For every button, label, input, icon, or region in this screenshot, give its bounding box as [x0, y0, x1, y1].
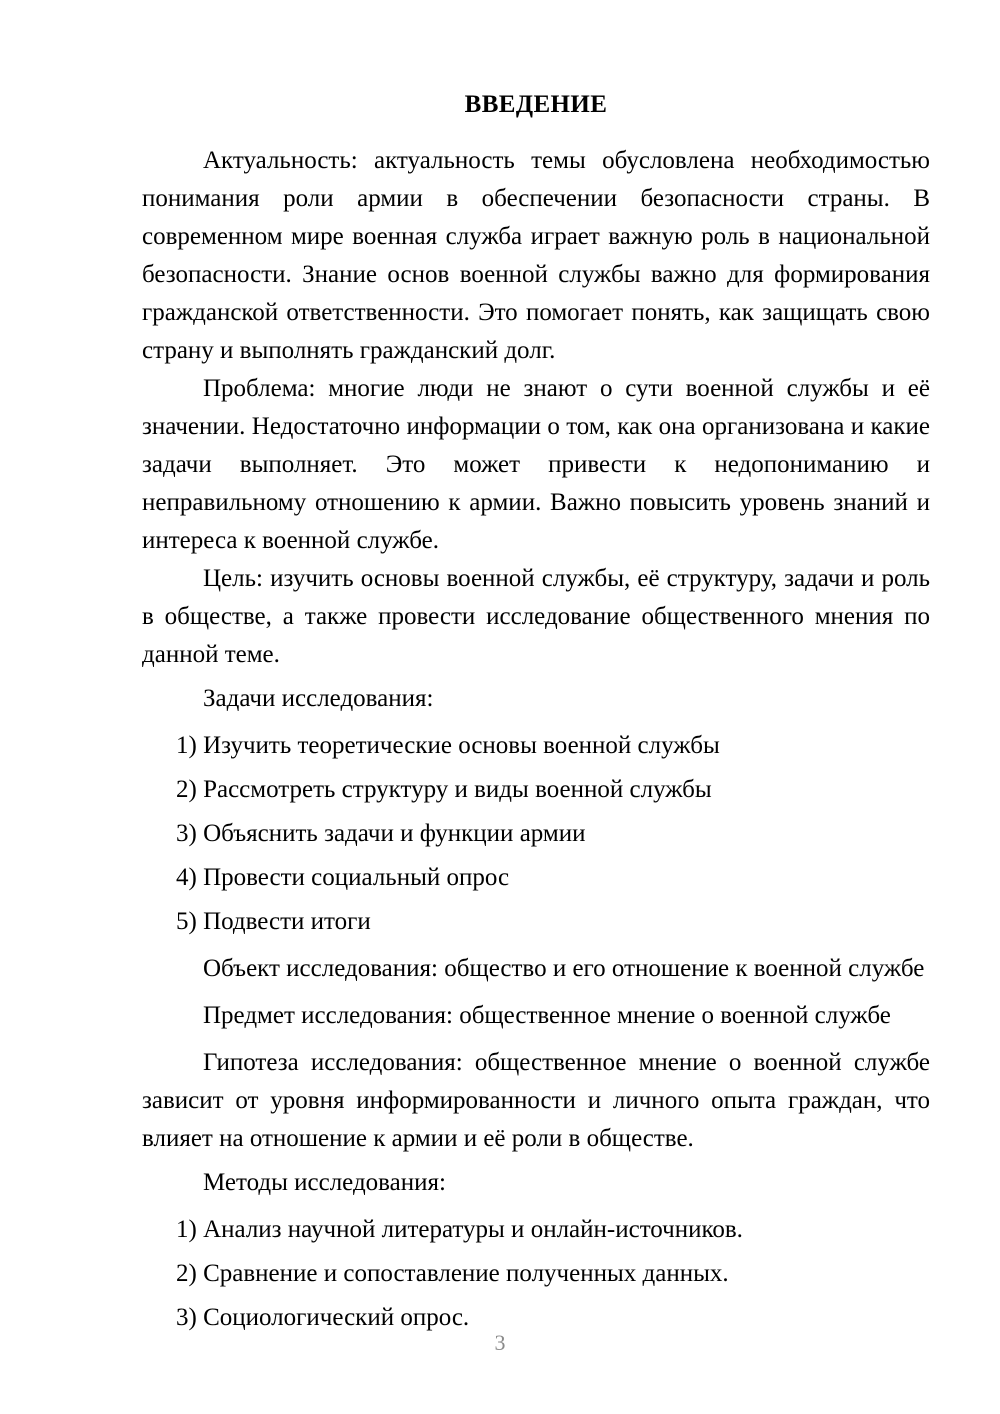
- list-item: 1) Анализ научной литературы и онлайн-источников.: [176, 1216, 743, 1243]
- tasks-list: [142, 724, 930, 944]
- list-item: 3) Социологический опрос.: [176, 1304, 470, 1331]
- paragraph-problem: Проблема: многие люди не знают о сути военной службы и её значении. Недостаточно информации о том, как она организована и какие задачи выполняет. Это может привести к недопониманию и неправильному отношению к армии. Важно повысить уровень знаний и интереса к военной службе.: [142, 375, 930, 554]
- page-title: ВВЕДЕНИЕ: [464, 91, 608, 118]
- list-item: 5) Подвести итоги: [176, 908, 371, 935]
- list-item: 4) Провести социальный опрос: [176, 864, 510, 891]
- methods-heading: Методы исследования:: [203, 1169, 446, 1196]
- paragraph-subject: Предмет исследования: общественное мнение о военной службе: [203, 1002, 891, 1029]
- document-body: [142, 86, 930, 1340]
- list-item: 1) Изучить теоретические основы военной службы: [176, 732, 720, 759]
- paragraph-object: Объект исследования: общество и его отношение к военной службе: [203, 955, 925, 982]
- paragraph-relevance: Актуальность: актуальность темы обусловлена необходимостью понимания роли армии в обеспечении безопасности страны. В современном мире военная служба играет важную роль в национальной безопасности. Знание основ военной службы важно для формирования гражданской ответственности. Это помогает понять, как защищать свою страну и выполнять гражданский долг.: [142, 147, 930, 364]
- paragraph-goal: Цель: изучить основы военной службы, её структуру, задачи и роль в обществе, а также провести исследование общественного мнения по данной теме.: [142, 565, 930, 668]
- list-item: 2) Сравнение и сопоставление полученных данных.: [176, 1260, 729, 1287]
- tasks-heading: Задачи исследования:: [203, 685, 434, 712]
- page-number: 3: [494, 1330, 506, 1355]
- spacer: [142, 988, 930, 997]
- list-item: 2) Рассмотреть структуру и виды военной службы: [176, 776, 712, 803]
- spacer: [142, 1035, 930, 1044]
- paragraph-hypothesis: Гипотеза исследования: общественное мнение о военной службе зависит от уровня информированности и личного опыта граждан, что влияет на отношение к армии и её роли в обществе.: [142, 1049, 930, 1152]
- list-item: 3) Объяснить задачи и функции армии: [176, 820, 586, 847]
- methods-list: [142, 1208, 930, 1340]
